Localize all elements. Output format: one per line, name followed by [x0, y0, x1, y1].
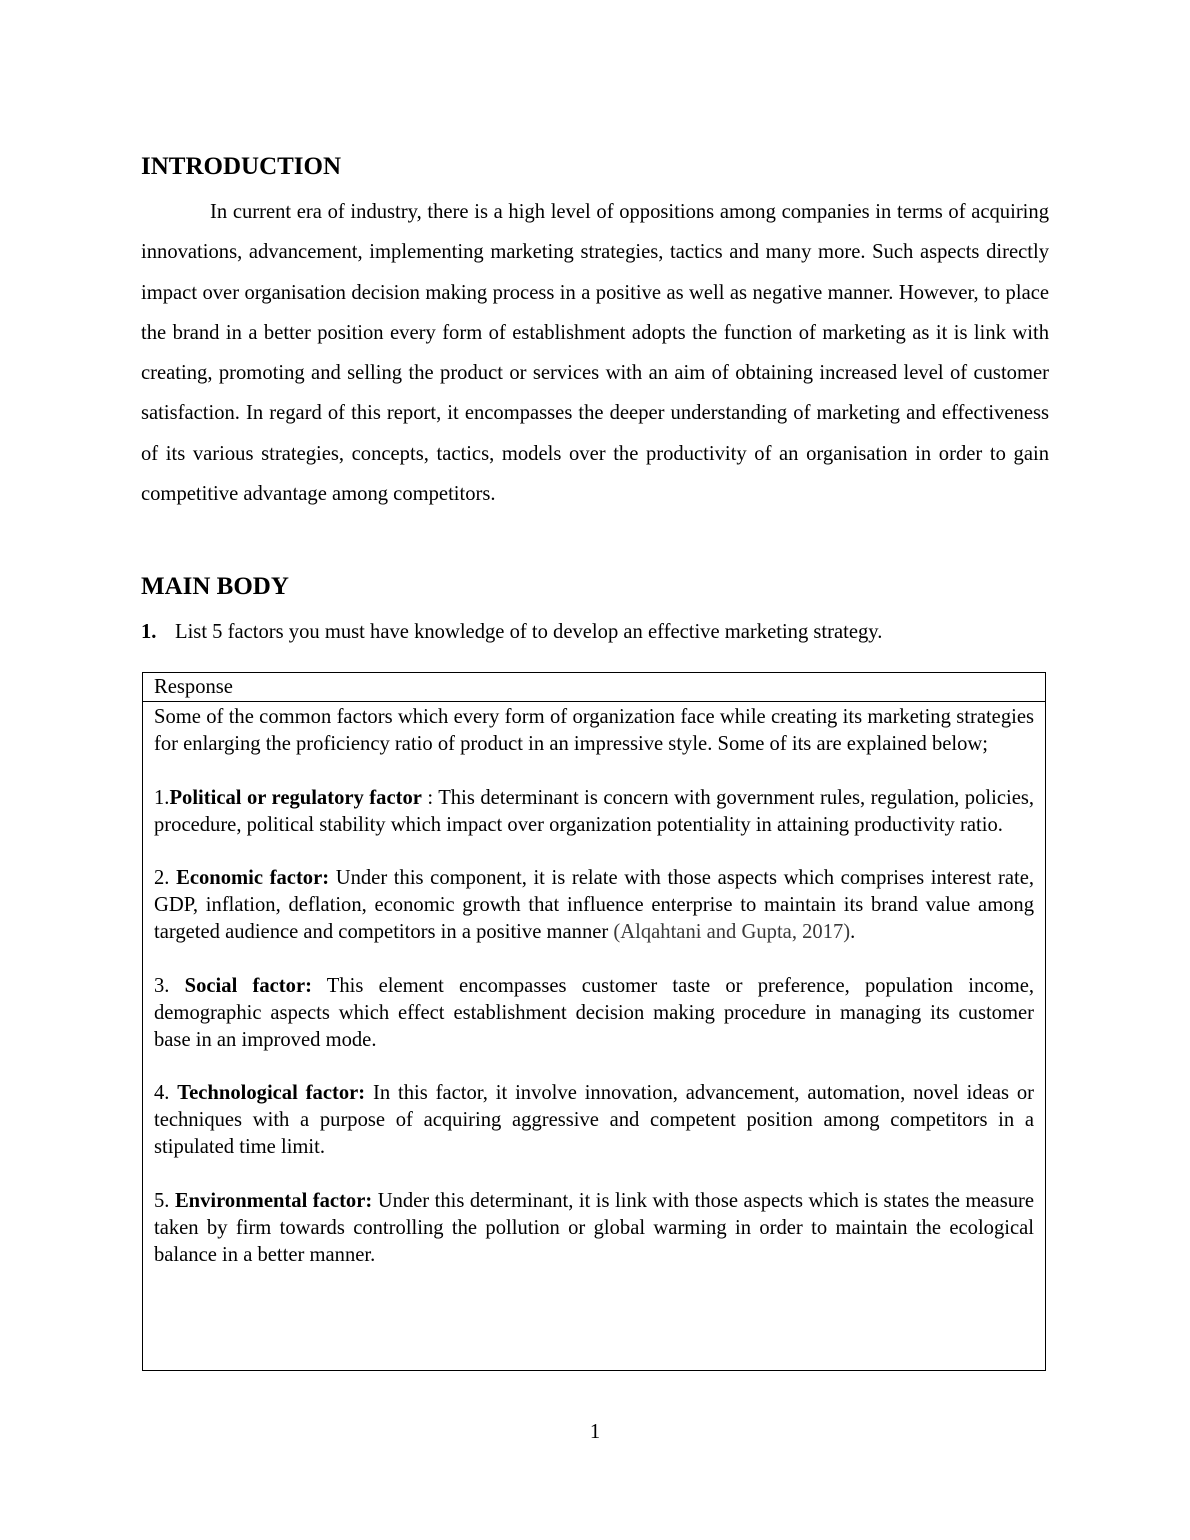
question-1	[141, 618, 1049, 646]
factor-prefix: 1.	[154, 786, 170, 809]
factor-title: Technological factor:	[177, 1082, 366, 1104]
response-header-cell: Response	[143, 673, 1045, 702]
page-number: 1	[589, 1421, 601, 1443]
factor-text: Under this component, it is relate with those aspects which comprises interest rate, GDP, inflation, deflation, economic growth that influence enterprise to maintain its brand value among targeted audience and competitors in a positive manner	[154, 867, 1034, 943]
response-intro: Some of the common factors which every form of organization face while creating its marketing strategies for enlarging the proficiency ratio of product in an impressive style. Some of its are explained below;	[154, 706, 1034, 755]
question-number: 1.	[141, 621, 157, 643]
factor-prefix: 3.	[154, 974, 185, 997]
factor-text: In this factor, it involve innovation, advancement, automation, novel ideas or techniques with a purpose of acquiring aggressive and competent position among competitors in a stipulated time limit.	[154, 1082, 1034, 1158]
factor-title: Economic factor:	[176, 867, 330, 889]
response-body-cell	[143, 702, 1045, 1269]
question-text: List 5 factors you must have knowledge of to develop an effective marketing strategy.	[175, 621, 883, 643]
factor-prefix: 5.	[154, 1189, 175, 1212]
factor-item-political	[154, 785, 1034, 839]
factor-item-economic	[154, 865, 1034, 946]
factor-title: Social factor:	[184, 974, 312, 997]
factor-prefix: 4.	[154, 1082, 178, 1104]
factor-item-technological	[154, 1080, 1034, 1161]
factor-text: : This determinant is concern with government rules, regulation, policies, procedure, political stability which impact over organization potentiality in attaining productivity ratio.	[154, 786, 1034, 836]
main-body-heading: MAIN BODY	[141, 573, 289, 600]
introduction-heading: INTRODUCTION	[141, 153, 342, 180]
factor-item-environmental	[154, 1188, 1034, 1269]
response-table	[142, 672, 1046, 1371]
factor-end: .	[850, 921, 856, 943]
introduction-paragraph: In current era of industry, there is a high level of oppositions among companies in terms of acquiring innovations, advancement, implementing marketing strategies, tactics and many more. Such aspects directly impact over organisation decision making process in a positive as well as negative manner. However, to place the brand in a better position every form of establishment adopts the function of marketing as it is link with creating, promoting and selling the product or services with an aim of obtaining increased level of customer satisfaction. In regard of this report, it encompasses the deeper understanding of marketing and effectiveness of its various strategies, concepts, tactics, models over the productivity of an organisation in order to gain competitive advantage among competitors.	[141, 201, 1049, 506]
factor-title: Environmental factor:	[174, 1189, 373, 1212]
factor-text: This element encompasses customer taste or preference, population income, demographic aspects which effect establishment decision making procedure in managing its customer base in an improved mode.	[154, 974, 1034, 1051]
factor-item-social	[154, 973, 1034, 1054]
factor-text: Under this determinant, it is link with those aspects which is states the measure taken by firm towards controlling the pollution or global warming in order to maintain the ecological balance in a better manner.	[154, 1189, 1035, 1266]
factor-prefix: 2.	[154, 867, 177, 889]
factor-title: Political or regulatory factor	[169, 786, 422, 809]
citation: (Alqahtani and Gupta, 2017)	[613, 921, 851, 943]
